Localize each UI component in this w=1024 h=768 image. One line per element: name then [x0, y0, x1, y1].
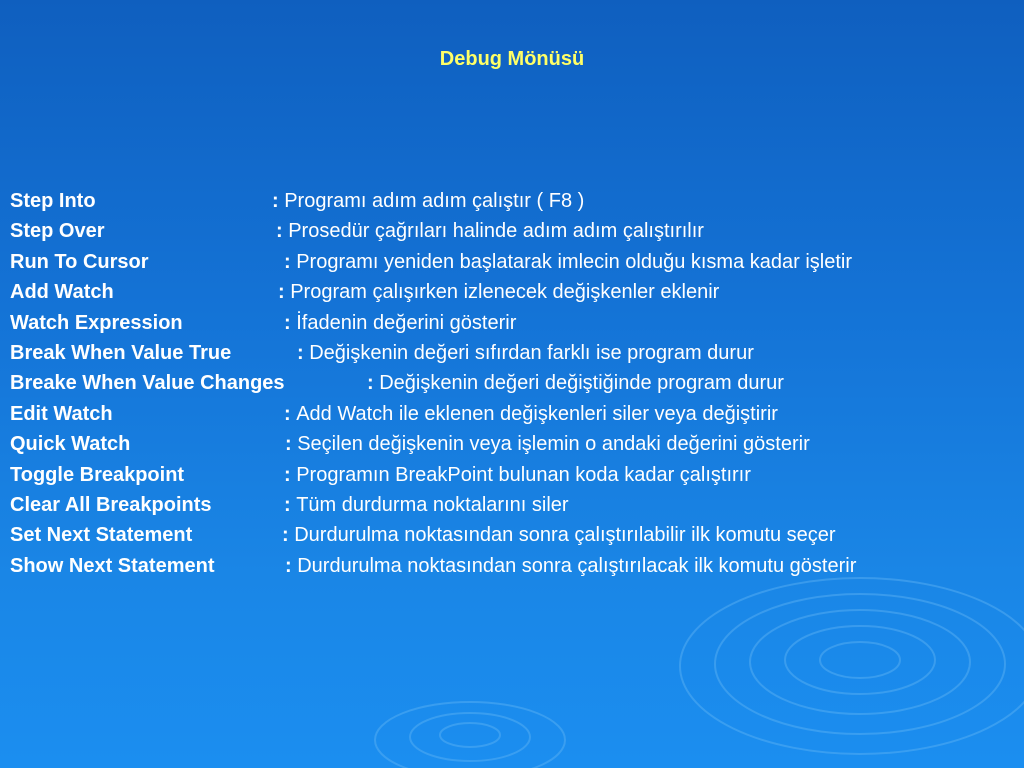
list-item [10, 490, 1020, 520]
command-description: : Değişkenin değeri değiştiğinde program durur [367, 372, 784, 395]
command-description: : Durdurulma noktasından sonra çalıştırılabilir ilk komutu seçer [282, 524, 836, 547]
list-item [10, 277, 1020, 307]
command-term: Breake When Value Changes [10, 372, 285, 395]
command-term: Add Watch [10, 281, 114, 304]
command-term: Watch Expression [10, 311, 183, 334]
slide-title: Debug Mönüsü [439, 48, 585, 70]
command-term: Edit Watch [10, 402, 113, 425]
command-list [10, 186, 1020, 581]
command-term: Step Over [10, 220, 105, 243]
command-term: Show Next Statement [10, 554, 215, 577]
list-item [10, 216, 1020, 246]
command-description: : İfadenin değerini gösterir [284, 311, 517, 334]
command-description: : Değişkenin değeri sıfırdan farklı ise program durur [297, 341, 754, 364]
command-term: Quick Watch [10, 433, 131, 456]
command-term: Clear All Breakpoints [10, 493, 212, 516]
list-item [10, 308, 1020, 338]
command-description: : Tüm durdurma noktalarını siler [284, 493, 569, 516]
list-item [10, 520, 1020, 550]
list-item [10, 368, 1020, 398]
command-term: Toggle Breakpoint [10, 463, 185, 486]
list-item [10, 338, 1020, 368]
command-term: Step Into [10, 190, 96, 212]
command-description: : Program çalışırken izlenecek değişkenler eklenir [278, 281, 720, 304]
command-term: Run To Cursor [10, 250, 149, 273]
command-description: : Seçilen değişkenin veya işlemin o andaki değerini gösterir [285, 433, 810, 456]
command-description: : Programı yeniden başlatarak imlecin olduğu kısma kadar işletir [284, 250, 853, 273]
list-item [10, 460, 1020, 490]
command-description: : Programı adım adım çalıştır ( F8 ) [272, 190, 585, 212]
list-item [10, 551, 1020, 581]
list-item [10, 399, 1020, 429]
list-item [10, 247, 1020, 277]
list-item [10, 186, 1020, 216]
command-description: : Prosedür çağrıları halinde adım adım çalıştırılır [276, 220, 704, 243]
command-description: : Add Watch ile eklenen değişkenleri siler veya değiştirir [284, 402, 778, 425]
list-item [10, 429, 1020, 459]
command-description: : Programın BreakPoint bulunan koda kadar çalıştırır [284, 463, 751, 486]
command-term: Set Next Statement [10, 524, 193, 547]
command-description: : Durdurulma noktasından sonra çalıştırılacak ilk komutu gösterir [285, 554, 857, 577]
command-term: Break When Value True [10, 341, 232, 364]
